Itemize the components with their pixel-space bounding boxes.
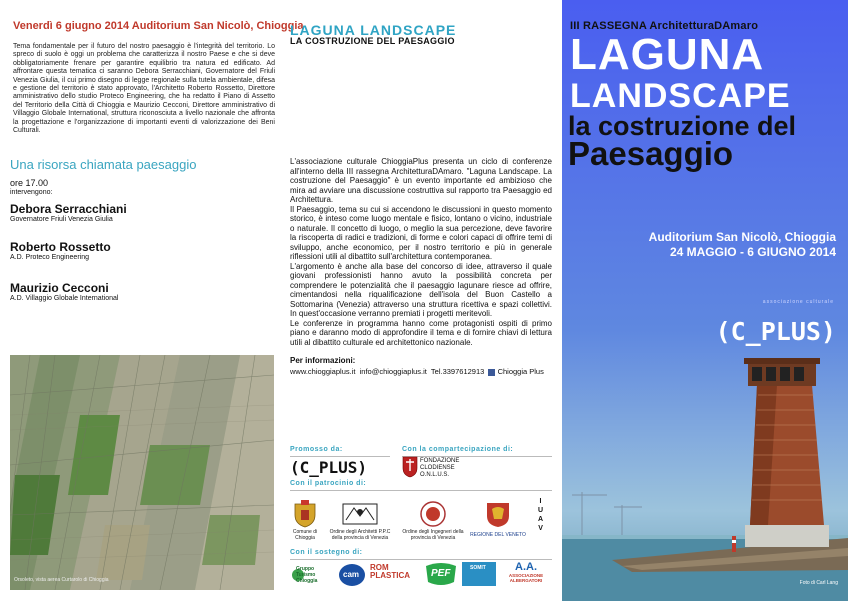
regione-veneto-lion-icon	[485, 500, 511, 528]
architetti-logo-icon	[340, 500, 380, 528]
patron-architetti: Ordine degli Architetti P.P.C della provincia di Venezia	[329, 529, 391, 541]
cplus-logo: (C_PLUS)	[290, 458, 368, 477]
phone-number: Tel.3397612913	[430, 367, 485, 376]
sponsor-somit: SOMIT	[462, 562, 496, 586]
fondazione-name: FONDAZIONE CLODIENSE O.N.L.U.S.	[420, 458, 460, 478]
promoted-by-label: Promosso da:	[290, 446, 343, 453]
support-label: Con il sostegno di:	[290, 549, 363, 556]
speaker-role: A.D. Proteco Engineering	[10, 254, 89, 261]
association-caption: associazione culturale	[762, 299, 834, 305]
sponsor-gruppo-turismo: Gruppo Turismo Chioggia	[290, 563, 332, 587]
sponsor-albergatori: A.A. ASSOCIAZIONE ALBERGATORI	[508, 561, 544, 583]
middle-subtitle: LA COSTRUZIONE DEL PAESAGGIO	[290, 36, 455, 46]
patron-regione: REGIONE DEL VENETO	[470, 532, 526, 538]
session-time: ore 17.00	[10, 178, 49, 188]
rassegna-label: III RASSEGNA ArchitetturaDAmaro	[570, 20, 759, 32]
speaker-3	[10, 281, 118, 302]
middle-body	[290, 157, 552, 347]
venue-dates: 24 MAGGIO - 6 GIUGNO 2014	[669, 245, 836, 259]
venue-name: Auditorium San Nicolò, Chioggia	[648, 230, 836, 244]
cover-venue	[649, 230, 836, 260]
sponsor-pef: PEF	[424, 562, 458, 586]
speaker-name: Roberto Rossetto	[10, 240, 111, 254]
photo-credit: Foto di Carl Lang	[799, 580, 838, 586]
speaker-name: Maurizio Cecconi	[10, 281, 109, 295]
body-paragraph: Le conferenze in programma hanno come protagonisti ospiti di primo piano e daranno modo di approfondire il tema e di fornire chiavi di lettura utili al dibattito culturale ed architettonico nazionale.	[290, 318, 552, 347]
website-link[interactable]: www.chioggiaplus.it	[290, 367, 356, 376]
sponsor-rom-plastica: ROM PLASTICA	[370, 563, 410, 580]
patron-comune: Comune di Chioggia	[292, 529, 318, 541]
photo-caption: Orsoleto, vista aerea Curtarolo di Chioggia	[14, 577, 109, 583]
speakers-label: intervengono:	[10, 189, 53, 196]
info-heading: Per informazioni:	[290, 356, 356, 365]
speaker-2	[10, 240, 111, 261]
session-title: Una risorsa chiamata paesaggio	[10, 157, 197, 172]
body-paragraph: L'associazione culturale ChioggiaPlus presenta un ciclo di conferenze all'interno della III rassegna ArchitetturaDAmaro. "Laguna Landscape. La costruzione del Paesaggio" è un evento importante ed ambizioso che mira ad avviare una discussione costruttiva sul rapporto tra Paesaggio ed Architettura.	[290, 157, 552, 204]
iuav-logo: I U A V	[538, 498, 544, 532]
cover-subtitle-costruzione: la costruzione del	[568, 111, 797, 141]
cover-title-laguna: LAGUNA	[570, 30, 765, 79]
co-participation-label: Con la compartecipazione di:	[402, 446, 514, 453]
speaker-name: Debora Serracchiani	[10, 202, 127, 216]
speaker-role: Governatore Friuli Venezia Giulia	[10, 216, 113, 223]
intro-paragraph: Tema fondamentale per il futuro del nostro paesaggio è l'integrità del territorio. Lo spreco di suolo è oggi un problema che caratterizza il nostro Paese e che si deve obbligatoriamente frenare per garantire equilibrio tra natura ed edificato. Ad affrontare questa tematica ci saranno Debora Serracchiani, Governatore del Friuli Venezia Giulia, il cui primo disegno di legge regionale sulla tutela ambientale, difesa e gestione del territorio è stato approvato, l'Architetto Roberto Rossetto, Direttore amministrativo dello studio Proteco Engineering, che ha redatto il Piano di Assetto del Territorio della Città di Chioggia e Maurizio Cecconi, Direttore amministrativo di Villaggio Globale International, struttura riconosciuta a livello nazionale che affronta la progettazione e l'organizzazione di importanti eventi di valorizzazione dei Beni Culturali.	[13, 43, 275, 135]
cover-cplus-logo: (C_PLUS)	[715, 317, 836, 346]
speaker-1	[10, 202, 127, 223]
info-line	[290, 367, 544, 376]
cover-subtitle-paesaggio: Paesaggio	[568, 135, 734, 172]
fondazione-crest-icon	[402, 456, 418, 478]
event-date: Venerdì 6 giugno 2014 Auditorium San Nicolò, Chioggia	[13, 20, 304, 32]
patronage-label: Con il patrocinio di:	[290, 480, 367, 487]
body-paragraph: Il Paesaggio, tema su cui si accendono le discussioni in questo momento storico, è inteso come luogo mentale e fisico, lontano o vicino, industriale o naturale. Il concetto di luogo, o meglio la sua percezione, deve favorire la riscoperta di radici e tradizioni, di forme e colori capaci di offrire temi di sviluppo, anche economico, per il nostro territorio e più in generale riflessioni utili al dibattito sull'architettura contemporanea.	[290, 204, 552, 261]
sponsor-cam: cam	[338, 563, 366, 587]
divider	[290, 559, 552, 560]
facebook-link[interactable]: Chioggia Plus	[497, 367, 544, 376]
cover-panel	[562, 0, 848, 601]
email-link[interactable]: info@chioggiaplus.it	[359, 367, 427, 376]
body-paragraph: L'argomento è anche alla base del concorso di idee, attraverso il quale giovani professionisti hanno avuto la possibilità concreta per comprendere le potenzialità che il paesaggio lagunare riesce ad offrire, cimentandosi nella riqualificazione dell'isola del Buon Castello a Sottomarina (Venezia) attraverso una struttura ricettiva e spazi collettivi. In quest'occasione verranno premiati i progetti meritevoli.	[290, 261, 552, 318]
ingegneri-seal-icon	[420, 500, 446, 528]
cover-title-landscape: LANDSCAPE	[570, 77, 791, 115]
aerial-photo	[10, 355, 274, 590]
speaker-role: A.D. Villaggio Globale International	[10, 295, 119, 302]
patron-ingegneri: Ordine degli Ingegneri della provincia di Venezia	[402, 529, 464, 541]
divider	[402, 456, 552, 457]
facebook-icon	[488, 369, 495, 376]
divider	[290, 456, 390, 457]
middle-title: LAGUNA LANDSCAPE	[290, 22, 457, 38]
divider	[290, 490, 552, 491]
comune-chioggia-crest-icon	[292, 500, 318, 528]
